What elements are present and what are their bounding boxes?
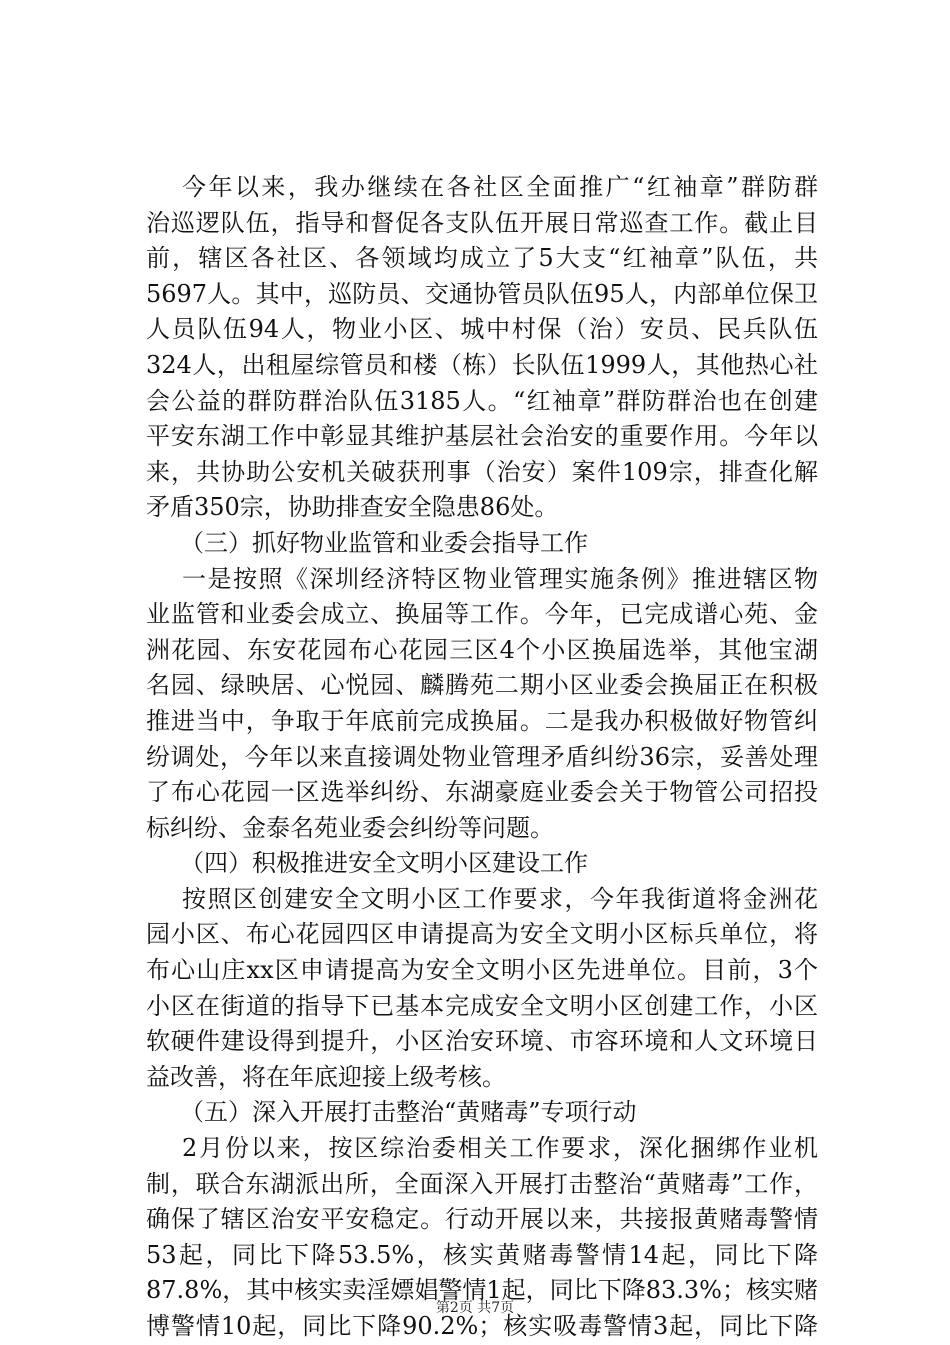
paragraph-line: 人员队伍94人，物业小区、城中村保（治）安员、民兵队伍 bbox=[146, 315, 818, 344]
document-body bbox=[146, 170, 818, 1345]
paragraph-line: 制，联合东湖派出所，全面深入开展打击整治“黄赌毒”工作， bbox=[146, 1169, 818, 1198]
paragraph-line: 布心山庄xx区申请提高为安全文明小区先进单位。目前，3个 bbox=[146, 956, 818, 985]
paragraph-line: 324人，出租屋综管员和楼（栋）长队伍1999人，其他热心社 bbox=[146, 350, 818, 379]
paragraph-line: 博警情10起，同比下降90.2%；核实吸毒警情3起，同比下降 bbox=[146, 1312, 818, 1340]
paragraph-line: 治巡逻队伍，指导和督促各支队伍开展日常巡查工作。截止目 bbox=[146, 208, 818, 237]
paragraph-line: 今年以来，我办继续在各社区全面推广“红袖章”群防群 bbox=[182, 173, 818, 201]
page-indicator: 第2页 共7页 bbox=[435, 1300, 515, 1316]
paragraph-line: 标纠纷、金泰名苑业委会纠纷等问题。 bbox=[146, 813, 554, 842]
section-heading: （三）抓好物业监管和业委会指导工作 bbox=[180, 528, 588, 557]
paragraph-line: 洲花园、东安花园布心花园三区4个小区换届选举，其他宝湖 bbox=[146, 635, 818, 664]
paragraph-line: 园小区、布心花园四区申请提高为安全文明小区标兵单位，将 bbox=[146, 920, 818, 949]
paragraph-line: 小区在街道的指导下已基本完成安全文明小区创建工作，小区 bbox=[146, 991, 818, 1020]
paragraph-line: 87.8%，其中核实卖淫嫖娼警情1起，同比下降83.3%；核实赌 bbox=[146, 1276, 818, 1305]
section-heading: （五）深入开展打击整治“黄赌毒”专项行动 bbox=[180, 1098, 637, 1127]
paragraph-line: 名园、绿映居、心悦园、麟腾苑二期小区业委会换届正在积极 bbox=[146, 671, 818, 700]
paragraph-line: 推进当中，争取于年底前完成换届。二是我办积极做好物管纠 bbox=[146, 706, 818, 735]
paragraph-line: 前，辖区各社区、各领域均成立了5大支“红袖章”队伍，共 bbox=[146, 244, 818, 273]
paragraph-line: 了布心花园一区选举纠纷、东湖豪庭业委会关于物管公司招投 bbox=[146, 778, 818, 807]
paragraph-line: 平安东湖工作中彰显其维护基层社会治安的重要作用。今年以 bbox=[146, 422, 818, 451]
paragraph-line: 一是按照《深圳经济特区物业管理实施条例》推进辖区物 bbox=[182, 564, 818, 593]
paragraph-line: 确保了辖区治安平安稳定。行动开展以来，共接报黄赌毒警情 bbox=[146, 1205, 818, 1234]
paragraph-line: 来，共协助公安机关破获刑事（治安）案件109宗，排查化解 bbox=[146, 457, 818, 486]
paragraph-line: 纷调处，今年以来直接调处物业管理矛盾纠纷36宗，妥善处理 bbox=[146, 742, 818, 771]
paragraph-line: 软硬件建设得到提升，小区治安环境、市容环境和人文环境日 bbox=[146, 1027, 818, 1056]
paragraph-line: 益改善，将在年底迎接上级考核。 bbox=[146, 1062, 506, 1091]
paragraph-line: 业监管和业委会成立、换届等工作。今年，已完成谱心苑、金 bbox=[146, 600, 818, 629]
section-heading: （四）积极推进安全文明小区建设工作 bbox=[180, 849, 588, 878]
paragraph-line: 53起，同比下降53.5%，核实黄赌毒警情14起，同比下降 bbox=[146, 1240, 818, 1269]
paragraph-line: 会公益的群防群治队伍3185人。“红袖章”群防群治也在创建 bbox=[146, 386, 818, 415]
paragraph-line: 5697人。其中，巡防员、交通协管员队伍95人，内部单位保卫 bbox=[146, 279, 818, 308]
paragraph-line: 2月份以来，按区综治委相关工作要求，深化捆绑作业机 bbox=[182, 1134, 818, 1163]
paragraph-line: 矛盾350宗，协助排查安全隐患86处。 bbox=[146, 493, 559, 522]
paragraph-line: 按照区创建安全文明小区工作要求，今年我街道将金洲花 bbox=[182, 884, 818, 913]
